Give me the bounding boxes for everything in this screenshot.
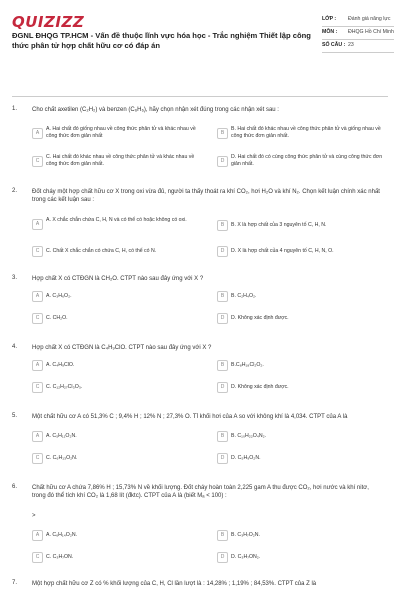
option-c[interactable]	[32, 453, 202, 467]
option-b[interactable]	[217, 291, 387, 305]
question-number: 2.	[12, 188, 18, 194]
option-a[interactable]	[32, 291, 202, 305]
option-d[interactable]	[217, 552, 387, 566]
question-number: 6.	[12, 484, 18, 490]
option-a[interactable]	[32, 217, 202, 233]
option-letter: B	[217, 431, 228, 442]
question-number: 3.	[12, 275, 18, 281]
option-text: C. CH₂O.	[46, 315, 68, 321]
option-b[interactable]	[217, 220, 387, 234]
option-text: D. Hai chất đó có cùng công thức phân tử và cùng công thức đơn giản nhất.	[231, 154, 383, 167]
question-text: Hợp chất X có CTĐGN là CH₂O. CTPT nào sau đây ứng với X ?	[32, 276, 204, 282]
option-letter: B	[217, 530, 228, 541]
option-letter: A	[32, 360, 43, 371]
option-letter: C	[32, 382, 43, 393]
option-a[interactable]	[32, 126, 202, 142]
option-a[interactable]	[32, 530, 202, 544]
option-letter: A	[32, 291, 43, 302]
option-a[interactable]	[32, 431, 202, 445]
option-letter: C	[32, 246, 43, 257]
option-b[interactable]	[217, 431, 387, 445]
option-letter: B	[217, 128, 228, 139]
option-letter: A	[32, 431, 43, 442]
meta-label: LỚP :	[322, 16, 337, 22]
option-b[interactable]	[217, 126, 387, 142]
quizizz-logo: QUIZIZZ	[12, 13, 85, 31]
question-number: 5.	[12, 413, 18, 419]
option-text: C. Chất X chắc chắn có chứa C, H, có thể có N.	[46, 248, 157, 254]
option-text: D. X là hợp chất của 4 nguyên tố C, H, N, O.	[231, 248, 334, 254]
option-text: A. Hai chất đó giống nhau về công thức phân tử và khác nhau về công thức đơn giản nhất	[46, 126, 196, 139]
option-letter: D	[217, 453, 228, 464]
option-text: B. C₂H₄O₂.	[231, 293, 257, 299]
option-text: D. Không xác định được.	[231, 315, 289, 321]
meta-row-lop	[322, 14, 394, 27]
option-text: C. C₁₂H₂₇Cl₃O₃.	[46, 384, 83, 390]
meta-label: MÔN :	[322, 29, 338, 35]
meta-row-socau	[322, 40, 394, 53]
option-c[interactable]	[32, 154, 202, 170]
question-text: Hợp chất X có CTĐGN là C₄H₉ClO. CTPT nào sau đây ứng với X ?	[32, 345, 212, 351]
option-d[interactable]	[217, 382, 387, 396]
option-text: A. C₃H₆O₂.	[46, 293, 72, 299]
option-text: D. C₅H₉O₂N.	[231, 455, 261, 461]
option-text: A. C₅H₁₁O₂N.	[46, 433, 77, 439]
question-2	[12, 188, 388, 262]
meta-panel	[322, 14, 394, 53]
question-number: 7.	[12, 580, 18, 586]
meta-value: Đánh giá năng lực	[348, 16, 391, 22]
option-b[interactable]	[217, 530, 387, 544]
option-c[interactable]	[32, 382, 202, 396]
option-text: C. C₆H₁₃O₂N.	[46, 455, 78, 461]
option-text: B.C₈H₁₈Cl₂O₂.	[231, 362, 264, 368]
option-text: C. Hai chất đó khác nhau về công thức phân tử và khác nhau về công thức đơn giản nhất.	[46, 154, 195, 167]
option-text: A. C₄H₉ClO.	[46, 362, 75, 368]
question-3	[12, 275, 388, 331]
meta-value: ĐHQG Hồ Chí Minh	[348, 29, 394, 35]
meta-value: 23	[348, 42, 354, 48]
option-text: C. C₃H₇ON.	[46, 554, 74, 560]
question-text: Một chất hữu cơ A có 51,3% C ; 9,4% H ; 12% N ; 27,3% O. Tỉ khối hơi của A so với không khí là 4,034. CTPT của A là	[32, 414, 348, 420]
option-c[interactable]	[32, 246, 202, 260]
question-text: Đốt cháy một hợp chất hữu cơ X trong oxi vừa đủ, người ta thấy thoát ra khí CO₂, hơi H₂O và khí N₂. Chọn kết luận chính xác nhất trong các kết luận sau :	[32, 189, 380, 203]
option-letter: C	[32, 156, 43, 167]
option-d[interactable]	[217, 246, 387, 260]
option-letter: A	[32, 530, 43, 541]
divider	[12, 96, 388, 97]
question-4	[12, 344, 388, 400]
option-letter: C	[32, 313, 43, 324]
question-text: Chất hữu cơ A chứa 7,86% H ; 15,73% N về khối lượng. Đốt cháy hoàn toàn 2,225 gam A thu được CO₂, hơi nước và khí nitơ, trong đó thể tích khí CO₂ là 1,68 lít (đktc). CTPT của A là (biết Mₐ < 100) :	[32, 485, 369, 499]
option-letter: B	[217, 220, 228, 231]
option-text: A. C₆H₁₄O₂N.	[46, 532, 78, 538]
meta-label: SỐ CÂU :	[322, 42, 346, 48]
option-text: B. X là hợp chất của 3 nguyên tố C, H, N.	[231, 222, 327, 228]
option-text: B. C₁₀H₂₂O₄N₂.	[231, 433, 267, 439]
option-c[interactable]	[32, 313, 202, 327]
option-c[interactable]	[32, 552, 202, 566]
option-letter: D	[217, 246, 228, 257]
question-number: 4.	[12, 344, 18, 350]
question-number: 1.	[12, 106, 18, 112]
option-letter: B	[217, 291, 228, 302]
option-d[interactable]	[217, 154, 387, 170]
option-letter: D	[217, 552, 228, 563]
option-text: D. Không xác định được.	[231, 384, 289, 390]
option-text: A. X chắc chắn chứa C, H, N và có thể có hoặc không có oxi.	[46, 217, 187, 223]
meta-row-mon	[322, 27, 394, 40]
option-text: B. Hai chất đó khác nhau về công thức phân tử và giống nhau về công thức đơn giản nhất.	[231, 126, 381, 139]
option-text: D. C₃H₇ON₂.	[231, 554, 261, 560]
question-5	[12, 413, 388, 469]
option-b[interactable]	[217, 360, 387, 374]
question-text: Một hợp chất hữu cơ Z có % khối lượng của C, H, Cl lần lượt là : 14,28% ; 1,19% ; 84,53%. CTPT của Z là	[32, 581, 317, 587]
option-letter: C	[32, 552, 43, 563]
question-7	[12, 580, 388, 592]
option-letter: A	[32, 128, 43, 139]
option-letter: C	[32, 453, 43, 464]
option-letter: D	[217, 313, 228, 324]
option-a[interactable]	[32, 360, 202, 374]
option-letter: D	[217, 156, 228, 167]
question-1	[12, 106, 388, 170]
option-letter: B	[217, 360, 228, 371]
question-6	[12, 484, 388, 568]
question-text: Cho chất axetilen (C₂H₂) và benzen (C₆H₆), hãy chọn nhận xét đúng trong các nhận xét sau :	[32, 107, 279, 113]
option-d[interactable]	[217, 313, 387, 327]
option-text: B. C₃H₇O₂N.	[231, 532, 260, 538]
option-letter: A	[32, 219, 43, 230]
option-d[interactable]	[217, 453, 387, 467]
question-extra: >	[32, 513, 36, 519]
document-title: ĐGNL ĐHQG TP.HCM - Vấn đề thuộc lĩnh vực hóa học - Trắc nghiệm Thiết lập công thức phân tử hợp chất hữu cơ có đáp án	[12, 31, 311, 50]
option-letter: D	[217, 382, 228, 393]
